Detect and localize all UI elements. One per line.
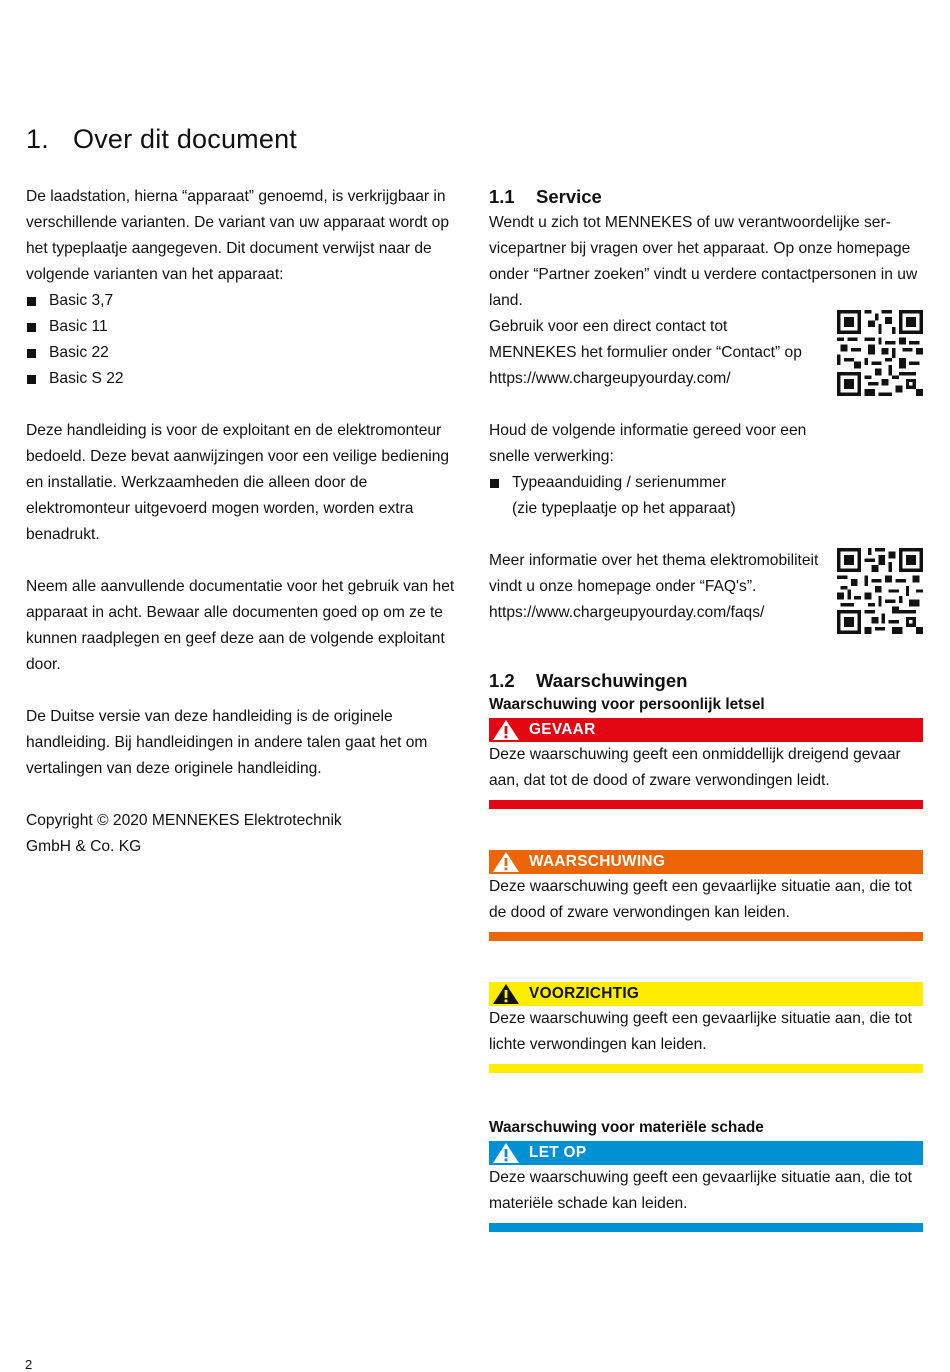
notice-bar: [489, 1141, 923, 1165]
caution-bar: [489, 982, 923, 1006]
service-paragraph: Wendt u zich tot MENNEKES of uw verantwoordelijke servicepartner bij vragen over het apparaat. Op onze homepage onder “Partner zoeken” vindt u verdere contactpersonen in uw land.: [489, 214, 918, 309]
warning-triangle-icon: [492, 983, 520, 1005]
contact-paragraph: Gebruik voor een direct contact tot MENNEKES het formulier onder “Contact” op https://www.chargeupyourday.com/: [489, 318, 802, 387]
variant-list: [26, 288, 466, 392]
variant-item: Basic 11: [26, 314, 466, 340]
contact-qr-code[interactable]: [837, 310, 923, 396]
faq-block: [489, 548, 923, 626]
prepare-paragraph: Houd de volgende informatie gereed voor een snelle verwerking:: [489, 422, 807, 465]
faq-qr-code[interactable]: [837, 548, 923, 634]
danger-text: Deze waarschuwing geeft een onmiddellijk dreigend gevaar aan, dat tot de dood of zware verwondingen leidt.: [489, 746, 901, 789]
caution-label: VOORZICHTIG: [529, 985, 640, 1002]
danger-rule: [489, 800, 923, 809]
material-damage-heading: Waarschuwing voor materiële schade: [489, 1119, 764, 1136]
left-column: [26, 184, 466, 860]
intro-paragraph: De laadstation, hierna “apparaat” genoemd, is verkrijgbaar in verschillende varianten. De variant van uw apparaat wordt op het typeplaatje aangegeven. Dit document verwijst naar de volgende varianten van het apparaat:: [26, 188, 450, 283]
warnings-title: Waarschuwingen: [536, 670, 688, 691]
caution-rule: [489, 1064, 923, 1073]
audience-paragraph: Deze handleiding is voor de exploitant en de elektromonteur bedoeld. Deze bevat aanwijzingen voor een veilige bediening en installatie. Werkzaamheden die alleen door de elektromonteur uitgevoerd mogen worden, worden extra benadrukt.: [26, 422, 450, 543]
warning-text: Deze waarschuwing geeft een gevaarlijke situatie aan, die tot de dood of zware verwondingen kan leiden.: [489, 878, 913, 921]
warning-notice: [489, 850, 923, 941]
faq-paragraph: Meer informatie over het thema elektromobiliteit vindt u onze homepage onder “FAQ's”. https://www.chargeupyourday.com/faqs/: [489, 552, 819, 621]
original-language-paragraph: De Duitse versie van deze handleiding is de originele handleiding. Bij handleidingen in andere talen gaat het om vertalingen van deze originele handleiding.: [26, 708, 428, 777]
service-title: Service: [536, 186, 602, 207]
chapter-heading: [26, 124, 297, 155]
warning-rule: [489, 932, 923, 941]
caution-notice: [489, 982, 923, 1073]
danger-notice: [489, 718, 923, 809]
warning-triangle-icon: [492, 719, 520, 741]
warnings-heading: [489, 668, 923, 694]
variant-item: Basic 22: [26, 340, 466, 366]
personal-injury-heading: Waarschuwing voor persoonlijk letsel: [489, 696, 765, 713]
warning-triangle-icon: [492, 1142, 520, 1164]
variant-item: Basic 3,7: [26, 288, 466, 314]
service-heading: [489, 184, 923, 210]
documentation-paragraph: Neem alle aanvullende documentatie voor het gebruik van het apparaat in acht. Bewaar alle documenten goed op om ze te kunnen raadplegen en geef deze aan de volgende exploitant door.: [26, 578, 455, 673]
contact-block: [489, 314, 923, 392]
warning-bar: [489, 850, 923, 874]
chapter-title: Over dit document: [73, 124, 298, 154]
danger-bar: [489, 718, 923, 742]
danger-label: GEVAAR: [529, 721, 596, 738]
prepare-list: [489, 470, 923, 496]
chapter-number: 1.: [26, 124, 49, 154]
caution-text: Deze waarschuwing geeft een gevaarlijke situatie aan, die tot lichte verwondingen kan leiden.: [489, 1010, 913, 1053]
page-number: 2: [25, 1357, 33, 1372]
right-column: [489, 184, 923, 1232]
copyright-text: Copyright © 2020 MENNEKES Elektrotechnik GmbH & Co. KG: [26, 812, 342, 855]
service-number: 1.1: [489, 186, 515, 207]
prepare-item-note: (zie typeplaatje op het apparaat): [512, 500, 736, 517]
warning-label: WAARSCHUWING: [529, 853, 666, 870]
notice-label: LET OP: [529, 1144, 587, 1161]
variant-item: Basic S 22: [26, 366, 466, 392]
prepare-item: Typeaanduiding / serienummer: [489, 470, 923, 496]
warnings-number: 1.2: [489, 670, 515, 691]
notice-rule: [489, 1223, 923, 1232]
notice-text: Deze waarschuwing geeft een gevaarlijke situatie aan, die tot materiële schade kan leiden.: [489, 1169, 913, 1212]
warning-triangle-icon: [492, 851, 520, 873]
notice-notice: [489, 1141, 923, 1232]
